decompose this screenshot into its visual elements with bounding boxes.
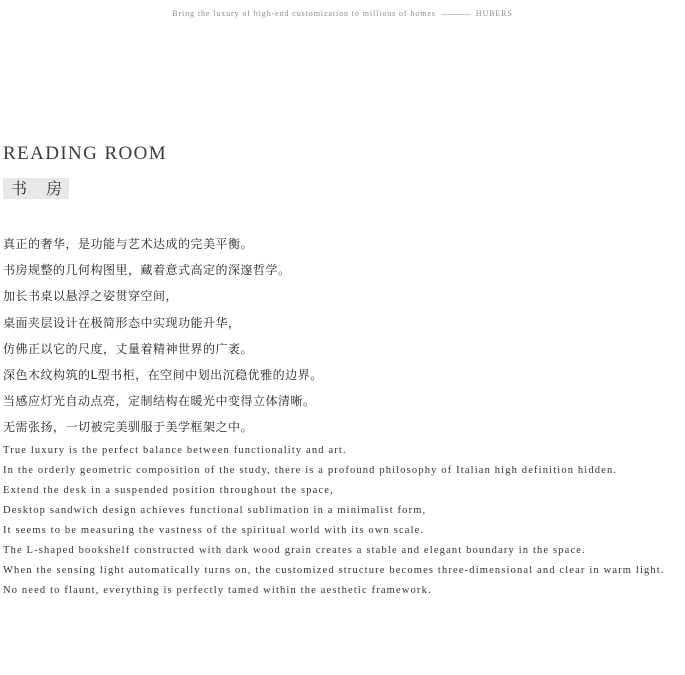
en-line: Extend the desk in a suspended position throughout the space, (3, 485, 334, 496)
header-tagline (0, 9, 685, 18)
cn-line: 当感应灯光自动点亮，定制结构在暖光中变得立体清晰。 (3, 394, 316, 409)
en-line: True luxury is the perfect balance between functionality and art. (3, 445, 347, 456)
en-line: Desktop sandwich design achieves functional sublimation in a minimalist form, (3, 505, 427, 516)
brand-name: HUBERS (475, 9, 513, 18)
cn-line: 加长书桌以悬浮之姿贯穿空间， (3, 289, 179, 304)
chinese-paragraph (3, 234, 323, 444)
en-line: The L-shaped bookshelf constructed with dark wood grain creates a stable and elegant boundary in the space. (3, 545, 586, 556)
cn-line: 书房规整的几何构图里，藏着意式高定的深邃哲学。 (3, 263, 291, 278)
cn-line: 仿佛正以它的尺度，丈量着精神世界的广袤。 (3, 341, 254, 356)
en-line: It seems to be measuring the vastness of the spiritual world with its own scale. (3, 525, 425, 536)
tagline-divider (441, 14, 471, 15)
en-line: When the sensing light automatically turns on, the customized structure becomes three-dimensional and clear in warm light. (3, 565, 665, 576)
en-line: No need to flaunt, everything is perfectly tamed within the aesthetic framework. (3, 585, 432, 596)
cn-line: 真正的奢华，是功能与艺术达成的完美平衡。 (3, 237, 254, 251)
section-title-en: READING ROOM (3, 143, 168, 164)
en-line: In the orderly geometric composition of the study, there is a profound philosophy of Italian high definition hidden. (3, 465, 618, 476)
tagline-text: Bring the luxury of high-end customization to millions of homes (172, 9, 436, 18)
english-paragraph (3, 441, 682, 601)
cn-line: 无需张扬，一切被完美驯服于美学框架之中。 (3, 420, 254, 435)
cn-line: 桌面夹层设计在极简形态中实现功能升华， (3, 315, 241, 330)
cn-line: 深色木纹构筑的L型书柜，在空间中划出沉稳优雅的边界。 (3, 367, 323, 382)
section-title-cn: 书 房 (3, 178, 69, 199)
